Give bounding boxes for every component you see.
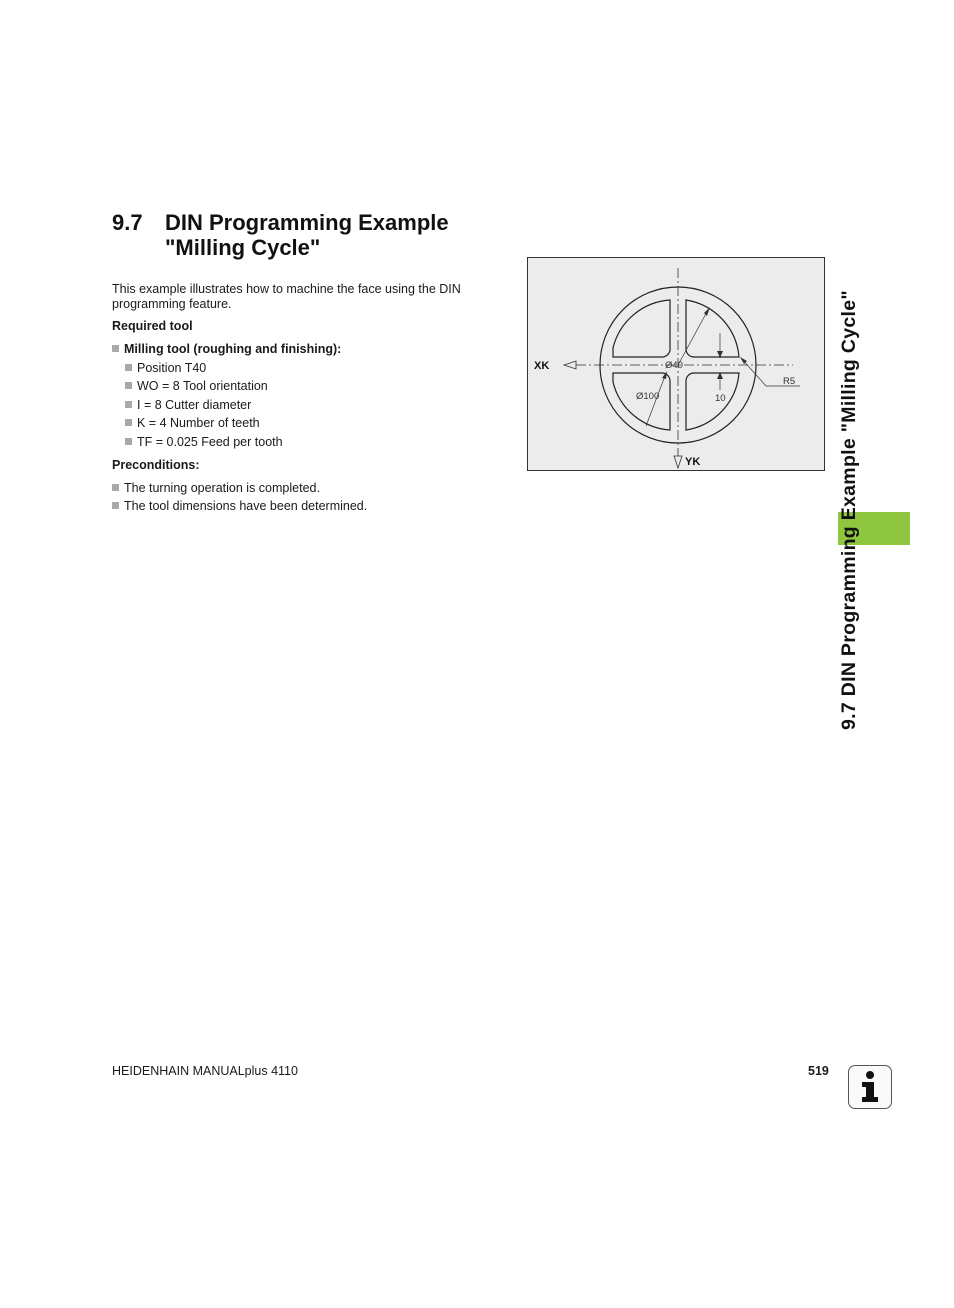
- preconditions-heading: Preconditions:: [112, 458, 200, 472]
- section-title: DIN Programming Example "Milling Cycle": [165, 210, 449, 260]
- page-number: 519: [808, 1064, 829, 1078]
- section-heading: [112, 210, 495, 260]
- x-axis-arrow-icon: [564, 361, 576, 369]
- dim-arrow-icon: [662, 371, 667, 379]
- tool-param-item: [125, 361, 206, 376]
- bullet-square-icon: [125, 364, 132, 371]
- tool-param-text: TF = 0.025 Feed per tooth: [137, 435, 283, 449]
- tool-param-item: [125, 416, 260, 431]
- precondition-text: The turning operation is completed.: [124, 481, 320, 495]
- side-running-title: 9.7 DIN Programming Example "Milling Cycle": [838, 290, 860, 730]
- y-axis-arrow-icon: [674, 456, 682, 468]
- tool-param-item: [125, 398, 251, 413]
- tool-param-item: [125, 379, 268, 394]
- section-number: 9.7: [112, 210, 143, 235]
- tool-param-text: WO = 8 Tool orientation: [137, 379, 268, 393]
- x-axis-label: XK: [534, 360, 550, 372]
- tool-label: Milling tool (roughing and finishing):: [124, 342, 342, 356]
- intro-paragraph: This example illustrates how to machine the face using the DIN programming feature.: [112, 282, 461, 311]
- bullet-square-icon: [112, 484, 119, 491]
- dim-outer-label: Ø100: [636, 391, 660, 402]
- dim-slot-label: 10: [715, 393, 726, 404]
- bullet-square-icon: [125, 401, 132, 408]
- bullet-square-icon: [112, 502, 119, 509]
- footer-product: HEIDENHAIN MANUALplus 4110: [112, 1064, 298, 1078]
- bullet-square-icon: [125, 419, 132, 426]
- dim-inner-label: Ø40: [665, 360, 683, 371]
- milling-diagram-svg: [528, 258, 826, 472]
- bullet-square-icon: [112, 345, 119, 352]
- precondition-item: [112, 499, 367, 514]
- tool-param-text: K = 4 Number of teeth: [137, 416, 260, 430]
- bullet-square-icon: [125, 438, 132, 445]
- required-tool-heading: Required tool: [112, 319, 193, 333]
- dim-arrow-icon: [740, 357, 747, 364]
- dim-radius-label: R5: [783, 376, 796, 387]
- tool-param-text: I = 8 Cutter diameter: [137, 398, 252, 412]
- info-glyph: [849, 1066, 890, 1107]
- tool-param-text: Position T40: [137, 361, 207, 375]
- milling-diagram: [527, 257, 825, 471]
- dim-arrow-icon: [704, 307, 710, 316]
- precondition-text: The tool dimensions have been determined.: [124, 499, 368, 513]
- tool-param-item: [125, 435, 283, 450]
- tool-bullet: [112, 342, 341, 357]
- y-axis-label: YK: [685, 456, 701, 468]
- pocket-top-left: [613, 300, 670, 357]
- bullet-square-icon: [125, 382, 132, 389]
- info-icon[interactable]: [848, 1065, 892, 1109]
- precondition-item: [112, 481, 320, 496]
